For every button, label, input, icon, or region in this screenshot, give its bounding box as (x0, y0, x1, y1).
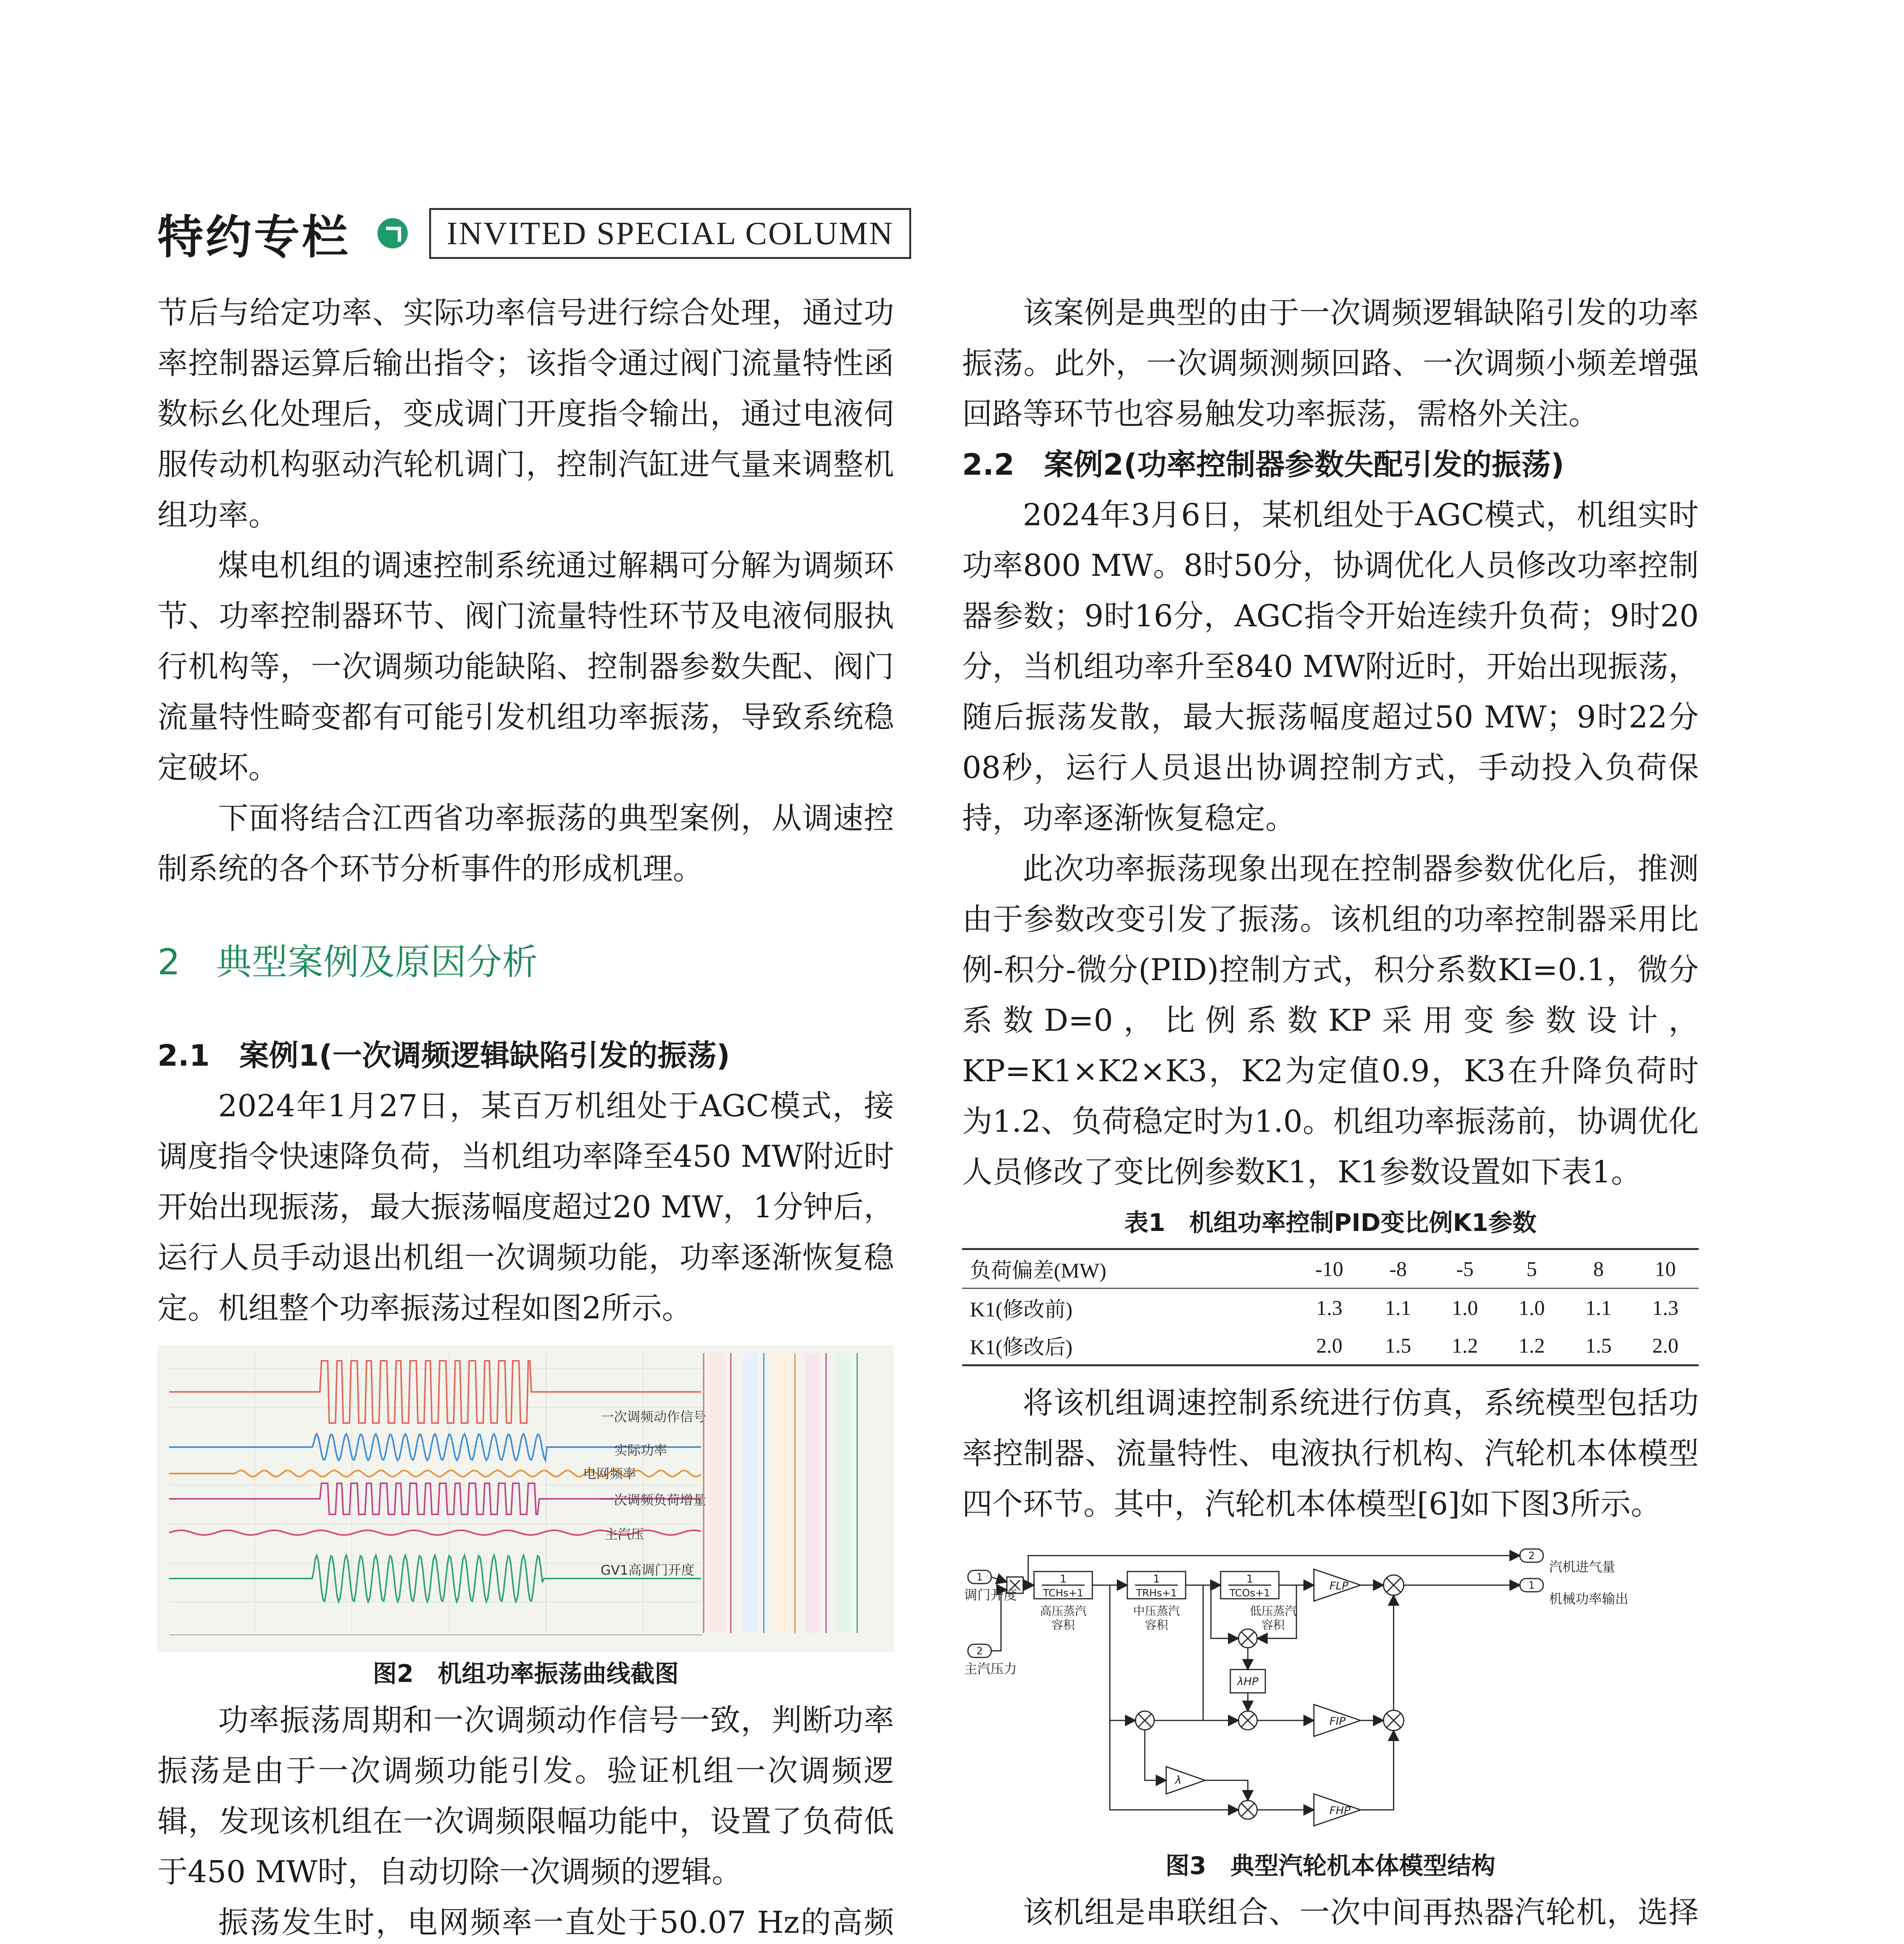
table-row (962, 1327, 1699, 1365)
port-number: 1 (1528, 1580, 1535, 1591)
trace-label: 主汽压 (604, 1527, 644, 1542)
table-cell: 1.3 (1652, 1296, 1679, 1320)
table-header-cell: -8 (1365, 1249, 1432, 1288)
block-label: 中压蒸汽 (1133, 1605, 1180, 1618)
block-numerator: 1 (1246, 1572, 1253, 1585)
port-label: 调门开度 (964, 1587, 1017, 1603)
gain-label: FLP (1329, 1579, 1349, 1592)
gain-lambda (1166, 1767, 1205, 1794)
paragraph: 下面将结合江西省功率振荡的典型案例，从调速控制系统的各个环节分析事件的形成机理。 (157, 801, 894, 886)
table-header-cell: 5 (1498, 1249, 1565, 1288)
table-cell: 1.0 (1452, 1296, 1478, 1320)
table-cell: 1.3 (1316, 1296, 1343, 1320)
paragraph: 2024年1月27日，某百万机组处于AGC模式，接调度指令快速降负荷，当机组功率降至450 MW附近时开始出现振荡，最大振荡幅度超过20 MW，1分钟后，运行人员手动退出机组一次调频功能，功率逐渐恢复稳定。机组整个功率振荡过程如图2所示。 (157, 1089, 894, 1326)
section-heading: 2 典型案例及原因分析 (157, 941, 538, 983)
trace-label: 一次调频动作信号 (601, 1409, 706, 1425)
table-header-cell: -10 (1294, 1249, 1365, 1288)
block-label: 容积 (1052, 1619, 1075, 1632)
trace-label: 实际功率 (614, 1443, 667, 1458)
paragraph: 振荡发生时，电网频率一直处于50.07 Hz的高频 (218, 1905, 894, 1940)
column-title: 特约专栏 (157, 210, 351, 264)
figure-2-oscillation-screenshot (157, 1345, 894, 1652)
port-label: 主汽压力 (964, 1661, 1017, 1677)
trace-label: 一次调频负荷增量 (601, 1493, 706, 1508)
paragraph: 该案例是典型的由于一次调频逻辑缺陷引发的功率振荡。此外，一次调频测频回路、一次调频小频差增强回路等环节也容易触发功率振荡，需格外关注。 (962, 295, 1699, 432)
block-denominator: TCOs+1 (1229, 1587, 1270, 1599)
port-label: 机械功率输出 (1549, 1591, 1628, 1607)
table-cell: 1.0 (1518, 1296, 1545, 1320)
trace-label: 电网频率 (583, 1466, 636, 1482)
gain-label: FIP (1329, 1715, 1346, 1727)
table-cell: 1.5 (1565, 1327, 1632, 1365)
table-cell: 1.2 (1498, 1327, 1565, 1365)
table-cell: 1.1 (1585, 1296, 1612, 1320)
port-label: 汽机进气量 (1549, 1559, 1615, 1575)
table-1 (962, 1248, 1699, 1366)
column-subtitle: INVITED SPECIAL COLUMN (429, 208, 911, 259)
trace-label: GV1高调门开度 (601, 1563, 695, 1578)
figure-3-caption: 图3 典型汽轮机本体模型结构 (1165, 1851, 1496, 1880)
block-label: 容积 (1145, 1619, 1168, 1632)
paragraph: 节后与给定功率、实际功率信号进行综合处理，通过功率控制器运算后输出指令；该指令通过阀门流量特性函数标幺化处理后，变成调门开度指令输出，通过电液伺服传动机构驱动汽轮机调门，控制汽缸进气量来调整机组功率。 (157, 295, 894, 533)
table-row (962, 1288, 1699, 1327)
figure-3-turbine-model-diagram (962, 1541, 1699, 1844)
block-label: 容积 (1261, 1619, 1285, 1632)
table-header-cell: -5 (1431, 1249, 1498, 1288)
arrow-circle-icon (377, 218, 408, 248)
table-cell: 2.0 (1294, 1327, 1365, 1365)
right-column (962, 288, 1699, 1944)
table-cell: 1.5 (1365, 1327, 1432, 1365)
port-number: 2 (1528, 1550, 1535, 1562)
paragraph: 将该机组调速控制系统进行仿真，系统模型包括功率控制器、流量特性、电液执行机构、汽轮机本体模型四个环节。其中，汽轮机本体模型[6]如下图3所示。 (962, 1386, 1699, 1522)
table-header-row (962, 1249, 1699, 1288)
block-numerator: 1 (1060, 1572, 1067, 1585)
port-number: 1 (976, 1572, 983, 1583)
block-denominator: TCHs+1 (1043, 1587, 1083, 1599)
subsection-heading: 2.1 案例1(一次调频逻辑缺陷引发的振荡) (157, 1038, 730, 1073)
table-1-caption: 表1 机组功率控制PID变比例K1参数 (1124, 1208, 1537, 1237)
paragraph: 功率振荡周期和一次调频动作信号一致，判断功率振荡是由于一次调频功能引发。验证机组一次调频逻辑，发现该机组在一次调频限幅功能中，设置了负荷低于450 MW时，自动切除一次调频的逻辑。 (157, 1703, 894, 1890)
table-cell: 1.1 (1385, 1296, 1411, 1320)
gain-label: λHP (1237, 1675, 1259, 1688)
paragraph: 该机组是串联组合、一次中间再热器汽轮机，选择 (1023, 1895, 1699, 1930)
table-cell: K1(修改后) (962, 1327, 1294, 1365)
block-label: 高压蒸汽 (1040, 1605, 1087, 1618)
paragraph: 2024年3月6日，某机组处于AGC模式，机组实时功率800 MW。8时50分，协调优化人员修改功率控制器参数；9时16分，AGC指令开始连续升负荷；9时20分，当机组功率升至840 MW附近时，开始出现振荡，随后振荡发散，最大振荡幅度超过50 MW；9时22分08秒，运行人员退出协调控制方式，手动投入负荷保持，功率逐渐恢复稳定。 (962, 498, 1699, 836)
block-label: 低压蒸汽 (1250, 1605, 1296, 1618)
figure-2-caption: 图2 机组功率振荡曲线截图 (372, 1659, 679, 1688)
paragraph: 煤电机组的调速控制系统通过解耦可分解为调频环节、功率控制器环节、阀门流量特性环节及电液伺服执行机构等，一次调频功能缺陷、控制器参数失配、阀门流量特性畸变都有可能引发机组功率振荡，导致系统稳定破坏。 (157, 548, 894, 785)
table-cell: 1.2 (1431, 1327, 1498, 1365)
gain-label: FHP (1329, 1804, 1351, 1817)
gain-label: λ (1175, 1774, 1182, 1787)
table-cell: 2.0 (1632, 1327, 1699, 1365)
left-column (157, 288, 894, 1944)
column-header (157, 202, 911, 264)
table-header-cell: 8 (1565, 1249, 1632, 1288)
paragraph: 此次功率振荡现象出现在控制器参数优化后，推测由于参数改变引发了振荡。该机组的功率控制器采用比例-积分-微分(PID)控制方式，积分系数KI=0.1，微分系数D=0，比例系数KP采用变参数设计，KP=K1×K2×K3，K2为定值0.9，K3在升降负荷时为1.2、负荷稳定时为1.0。机组功率振荡前，协调优化人员修改了变比例参数K1，K1参数设置如下表1。 (962, 851, 1699, 1190)
port-number: 2 (976, 1645, 983, 1657)
block-numerator: 1 (1153, 1572, 1160, 1585)
subsection-heading: 2.2 案例2(功率控制器参数失配引发的振荡) (962, 447, 1564, 482)
block-denominator: TRHs+1 (1136, 1587, 1177, 1599)
table-header-cell: 10 (1632, 1249, 1699, 1288)
table-header-cell: 负荷偏差(MW) (962, 1249, 1294, 1288)
table-cell: K1(修改前) (970, 1298, 1073, 1321)
